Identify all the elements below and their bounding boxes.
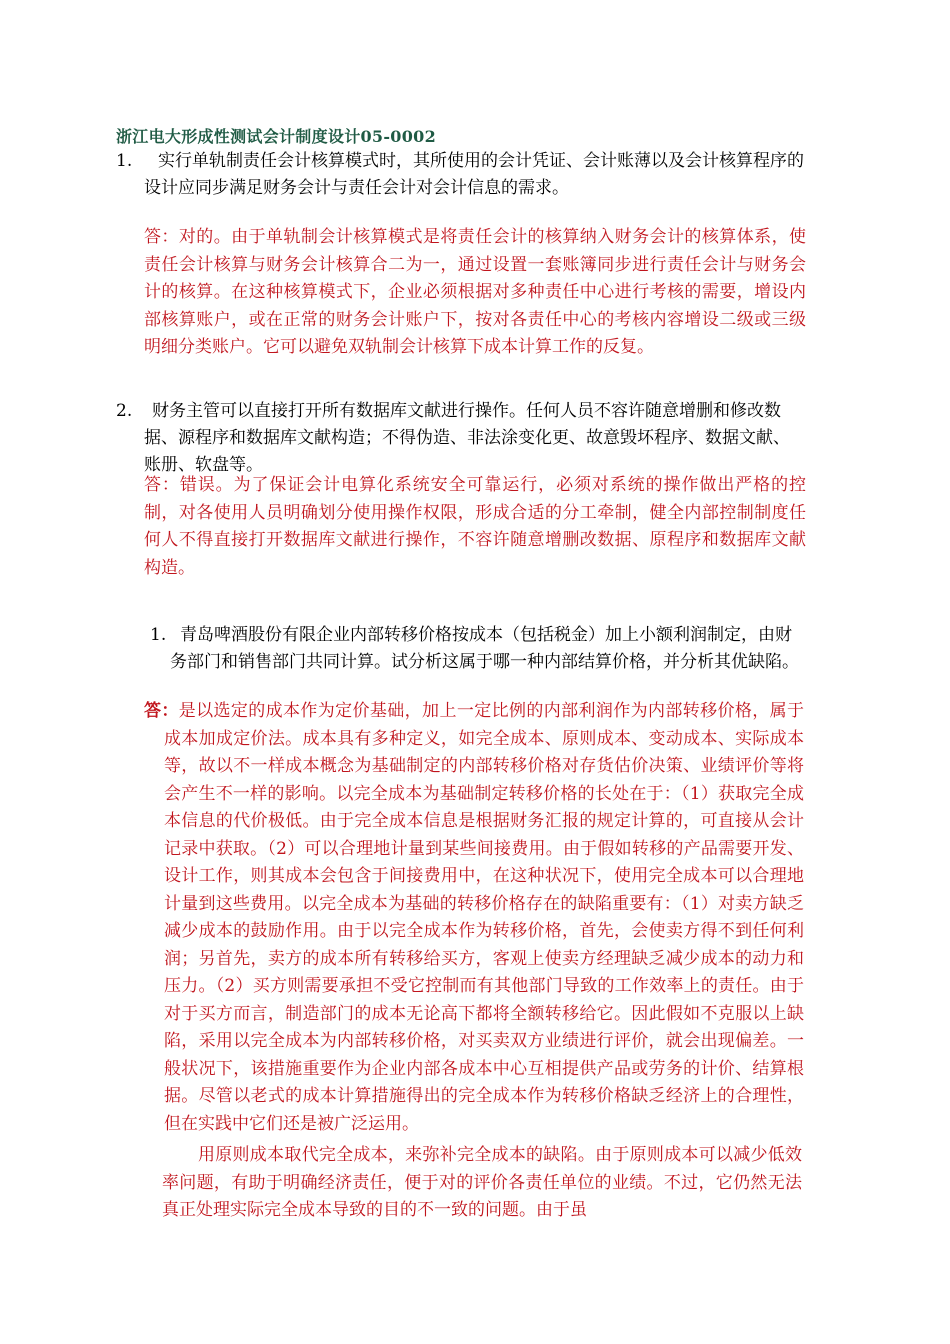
question-1-text: 实行单轨制责任会计核算模式时，其所使用的会计凭证、会计账薄以及会计核算程序的设计应同步满足财务会计与责任会计对会计信息的需求。 xyxy=(144,151,804,198)
question-1-number: 1. xyxy=(116,151,133,171)
document-title: 浙江电大形成性测试会计制度设计05-0002 xyxy=(116,127,437,146)
question-3 xyxy=(150,622,806,676)
answer-3 xyxy=(144,698,804,1138)
question-3-number: 1. xyxy=(150,625,167,645)
answer-2: 答：错误。为了保证会计电算化系统安全可靠运行，必须对系统的操作做出严格的控制，对各使用人员明确划分使用操作权限，形成合适的分工牵制，健全内部控制制度任何人不得直接打开数据库文献进行操作，不容许随意增删改数据、原程序和数据库文献构造。 xyxy=(144,475,806,578)
question-3-text: 青岛啤酒股份有限企业内部转移价格按成本（包括税金）加上小额利润制定，由财务部门和销售部门共同计算。试分析这属于哪一种内部结算价格，并分析其优缺陷。 xyxy=(170,625,799,672)
answer-3-label: 答： xyxy=(144,701,179,721)
answer-1: 答：对的。由于单轨制会计核算模式是将责任会计的核算纳入财务会计的核算体系，使责任会计核算与财务会计核算合二为一，通过设置一套账簿同步进行责任会计与财务会计的核算。在这种核算模式下，企业必须根据对多种责任中心进行考核的需要，增设内部核算账户，或在正常的财务会计账户下，按对各责任中心的考核内容增设二级或三级明细分类账户。它可以避免双轨制会计核算下成本计算工作的反复。 xyxy=(144,227,806,357)
answer-3-paragraph-2: 用原则成本取代完全成本，来弥补完全成本的缺陷。由于原则成本可以减少低效率问题，有助于明确经济责任，便于对的评价各责任单位的业绩。不过，它仍然无法真正处理实际完全成本导致的目的不一致的问题。由于虽 xyxy=(162,1145,802,1220)
question-2-number: 2. xyxy=(116,401,133,421)
question-1 xyxy=(116,148,806,202)
question-2-text: 财务主管可以直接打开所有数据库文献进行操作。任何人员不容许随意增删和修改数据、源程序和数据库文献构造；不得伪造、非法涂变化更、故意毁坏程序、数据文献、账册、软盘等。 xyxy=(144,401,790,475)
answer-3-text: 是以选定的成本作为定价基础，加上一定比例的内部利润作为内部转移价格，属于成本加成定价法。成本具有多种定义，如完全成本、原则成本、变动成本、实际成本等，故以不一样成本概念为基础制定的内部转移价格对存货估价决策、业绩评价等将会产生不一样的影响。以完全成本为基础制定转移价格的长处在于：（1）获取完全成本信息的代价极低。由于完全成本信息是根据财务汇报的规定计算的，可直接从会计记录中获取。（2）可以合理地计量到某些间接费用。由于假如转移的产品需要开发、设计工作，则其成本会包含于间接费用中，在这种状况下，使用完全成本可以合理地计量到这些费用。以完全成本为基础的转移价格存在的缺陷重要有：（1）对卖方缺乏减少成本的鼓励作用。由于以完全成本作为转移价格，首先，会使卖方得不到任何利润；另首先，卖方的成本所有转移给买方，客观上使卖方经理缺乏减少成本的动力和压力。（2）买方则需要承担不受它控制而有其他部门导致的工作效率上的责任。由于对于买方而言，制造部门的成本无论高下都将全额转移给它。因此假如不克服以上缺陷，采用以完全成本为内部转移价格，对买卖双方业绩进行评价，就会出现偏差。一般状况下，该措施重要作为企业内部各成本中心互相提供产品或劳务的计价、结算根据。尽管以老式的成本计算措施得出的完全成本作为转移价格缺乏经济上的合理性，但在实践中它们还是被广泛运用。 xyxy=(164,701,805,1134)
question-2 xyxy=(116,398,806,479)
